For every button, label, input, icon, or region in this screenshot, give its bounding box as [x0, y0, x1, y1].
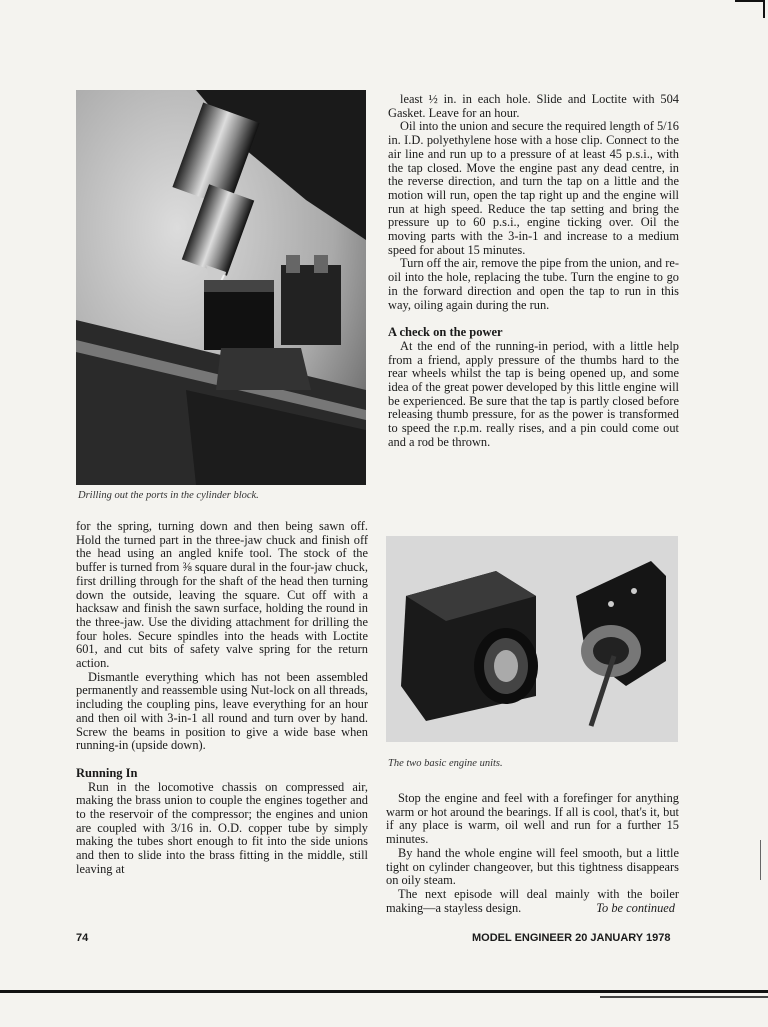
left-paragraph-1: for the spring, turning down and then being sawn off. Hold the turned part in the three-jaw chuck and finish off the head using an angled knife tool. The stock of the buffer is turned from ⅜ square dural in the four-jaw chuck, first drilling through for the shaft of the head then turning down the outside, leaving the square. Cut off with a hacksaw and finish the sawn surface, holding the round in the three-jaw. Use the dividing attachment for drilling the four holes. Secure spindles into the heads with Loctite 601, and cut bits of safety valve spring for the return action.: [76, 519, 368, 671]
left-paragraph-3: Run in the locomotive chassis on compressed air, making the brass union to couple the engines together and to the reservoir of the compressor; the engines and union are coupled with 3/16 in. O.D. copper tube by simply making the tubes short enough to fit into the side unions and then to slide into the brass fitting in the middle, still leaving at: [76, 779, 368, 876]
right-paragraph-3: Turn off the air, remove the pipe from the union, and re-oil into the hole, replacing the tube. Turn the engine to go in the forward direction and open the tap to run in this way, oiling again during the run.: [388, 256, 679, 312]
right-column-top: [388, 93, 679, 450]
left-paragraph-2: Dismantle everything which has not been assembled permanently and reassemble using Nut-lock on all threads, including the coupling pins, leave everything for an hour and then oil with 3-in-1 all round and turn over by hand. Screw the beams in position to give a wide base when running-in (upside down).: [76, 669, 368, 753]
bottom-scan-rule-thin: [600, 996, 768, 998]
right-paragraph-6: By hand the whole engine will feel smooth, but a little tight on cylinder changeover, but this tightness disappears on oily steam.: [386, 845, 679, 888]
right-paragraph-1: least ½ in. in each hole. Slide and Loctite with 504 Gasket. Leave for an hour.: [388, 92, 679, 120]
publication-footer: MODEL ENGINEER 20 JANUARY 1978: [472, 932, 671, 944]
drilling-photo-art: [76, 90, 366, 485]
right-paragraph-7: [386, 888, 679, 915]
boiler-episode-text: The next episode will deal mainly with the boiler making—a stayless design.: [386, 886, 679, 915]
right-edge-tick: [760, 840, 761, 880]
figure1-caption: Drilling out the ports in the cylinder block.: [78, 490, 259, 501]
to-be-continued: To be continued: [596, 900, 675, 915]
engine-units-photo-art: [386, 536, 678, 742]
engine-units-photo: [386, 536, 678, 742]
figure2-caption: The two basic engine units.: [388, 758, 503, 769]
bottom-scan-rule: [0, 990, 768, 993]
right-paragraph-5: Stop the engine and feel with a forefinger for anything warm or hot around the bearings. If all is cool, that's it, but if any place is warm, oil well and run for a further 15 minutes.: [386, 791, 679, 847]
top-right-scan-mark: [735, 0, 765, 2]
right-paragraph-4: At the end of the running-in period, with a little help from a friend, apply pressure of the thumbs hard to the rear wheels whilst the tap is being opened up, and some idea of the great power developed by this little engine will be experienced. Be sure that the tap is partly closed before releasing thumb pressure, for as the power is transformed to speed the r.p.m. really rises, and a pin could come out and a rod be thrown.: [388, 338, 679, 449]
page-number: 74: [76, 932, 89, 944]
left-column: [76, 520, 368, 877]
top-right-scan-mark-vertical: [763, 0, 765, 18]
right-paragraph-2: Oil into the union and secure the required length of 5/16 in. I.D. polyethylene hose with a hose clip. Connect to the air line and run up to a pressure of at least 45 p.s.i., with the tap closed. Move the engine past any dead centre, in the reverse direction, and turn the tap on a little and the motion will run, open the tap right up and the engine will run at high speed. Reduce the tap setting and bring the pressure up to 60 p.s.i., engine ticking over. Oil the moving parts with the 3-in-1 and increase to a medium speed for about 15 minutes.: [388, 119, 679, 257]
running-in-heading: Running In: [76, 765, 138, 780]
right-column-bottom: [386, 792, 679, 915]
drilling-photo: [76, 90, 366, 485]
power-check-heading: A check on the power: [388, 325, 503, 340]
